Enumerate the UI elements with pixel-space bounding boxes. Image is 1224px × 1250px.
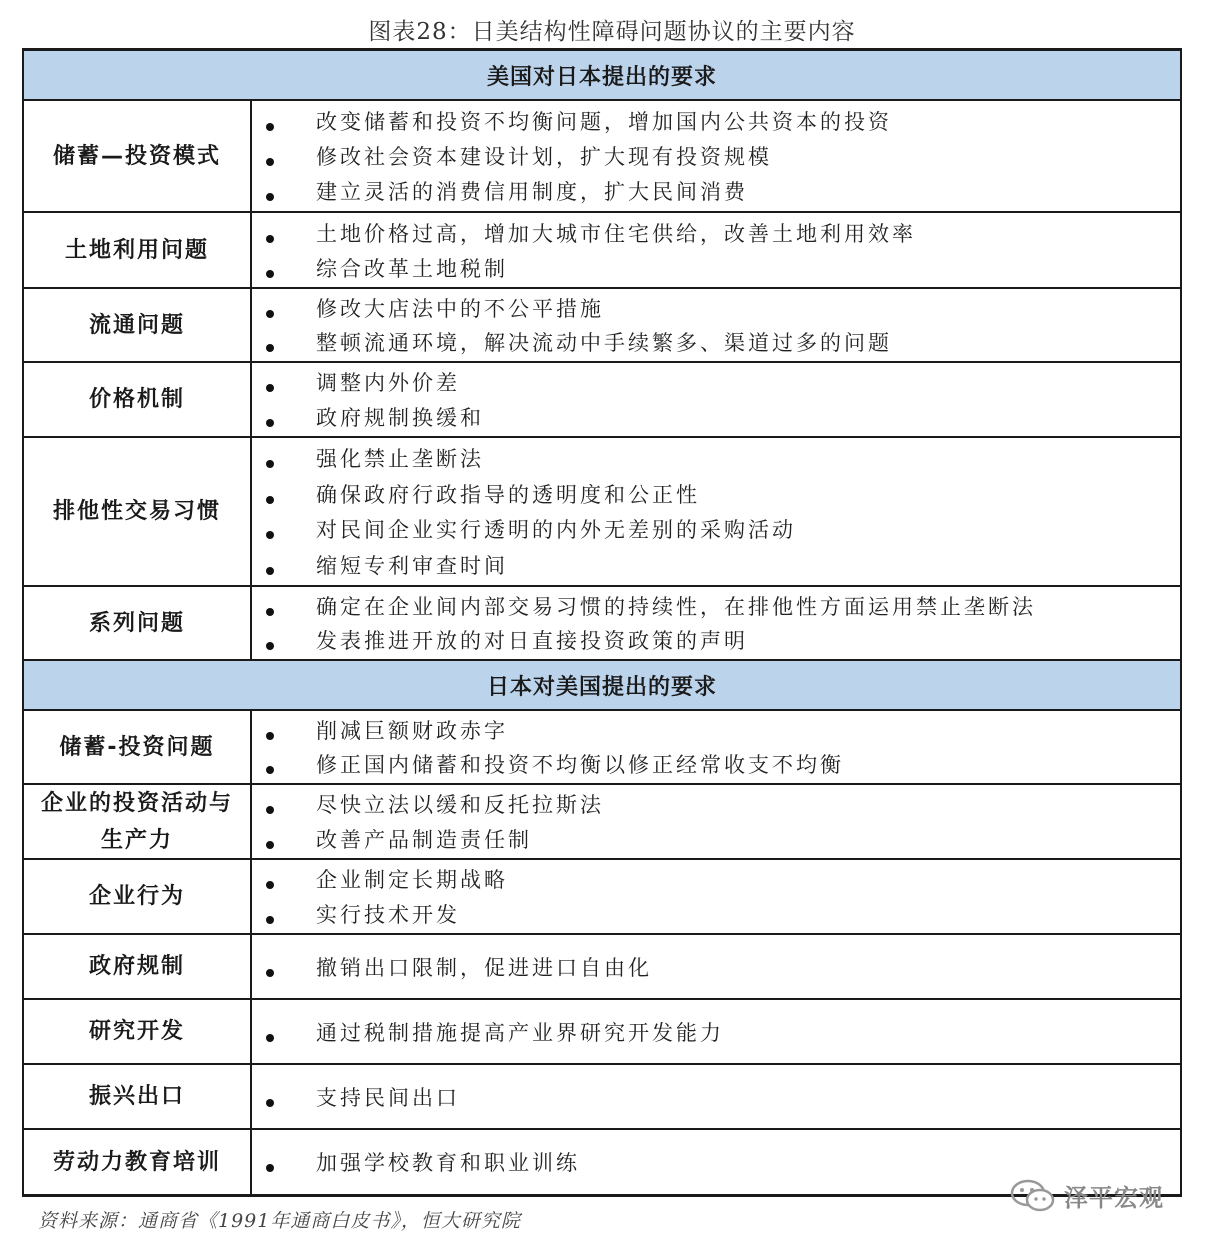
bullet-icon	[266, 567, 274, 575]
section-header-japan: 日本对美国提出的要求	[22, 661, 1182, 711]
row-category: 劳动力教育培训	[24, 1130, 252, 1194]
table-row	[22, 101, 1182, 213]
bullet-icon	[266, 158, 274, 166]
bullet-icon	[266, 732, 274, 740]
bullet-icon	[266, 1099, 274, 1107]
row-category: 土地利用问题	[24, 213, 252, 287]
watermark	[1010, 1178, 1164, 1213]
row-items	[252, 1065, 1180, 1128]
bullet-icon	[266, 235, 274, 243]
list-item: 实行技术开发	[252, 897, 1180, 932]
table-row	[22, 785, 1182, 860]
table-row	[22, 1000, 1182, 1065]
list-item: 修改大店法中的不公平措施	[252, 291, 1180, 325]
row-category: 系列问题	[24, 587, 252, 659]
list-item: 确保政府行政指导的透明度和公正性	[252, 476, 1180, 512]
list-item: 发表推进开放的对日直接投资政策的声明	[252, 623, 1180, 657]
table-row	[22, 289, 1182, 363]
bullet-icon	[266, 1164, 274, 1172]
table-row	[22, 860, 1182, 935]
row-category: 研究开发	[24, 1000, 252, 1063]
row-items	[252, 860, 1180, 933]
list-item: 土地价格过高，增加大城市住宅供给，改善土地利用效率	[252, 215, 1180, 250]
table-row	[22, 438, 1182, 587]
source-note: 资料来源：通商省《1991年通商白皮书》，恒大研究院	[38, 1210, 521, 1232]
table-title: 图表28：日美结构性障碍问题协议的主要内容	[368, 19, 856, 45]
agreement-table	[22, 48, 1182, 1197]
row-category: 储蓄-投资问题	[24, 711, 252, 783]
bullet-icon	[266, 496, 274, 504]
list-item: 削减巨额财政赤字	[252, 713, 1180, 747]
list-item: 强化禁止垄断法	[252, 440, 1180, 476]
table-row	[22, 587, 1182, 661]
list-item: 改善产品制造责任制	[252, 822, 1180, 857]
bullet-icon	[266, 419, 274, 427]
bullet-icon	[266, 608, 274, 616]
list-item: 修正国内储蓄和投资不均衡以修正经常收支不均衡	[252, 747, 1180, 781]
list-item: 调整内外价差	[252, 365, 1180, 400]
list-item: 建立灵活的消费信用制度，扩大民间消费	[252, 174, 1180, 209]
bullet-icon	[266, 841, 274, 849]
wechat-icon	[1010, 1179, 1056, 1213]
bullet-icon	[266, 270, 274, 278]
list-item: 改变储蓄和投资不均衡问题，增加国内公共资本的投资	[252, 103, 1180, 138]
list-item: 修改社会资本建设计划，扩大现有投资规模	[252, 138, 1180, 173]
table-row	[22, 1130, 1182, 1194]
bullet-icon	[266, 969, 274, 977]
list-item: 对民间企业实行透明的内外无差别的采购活动	[252, 512, 1180, 548]
row-category: 政府规制	[24, 935, 252, 998]
row-items	[252, 289, 1180, 361]
row-items	[252, 101, 1180, 211]
row-category: 价格机制	[24, 363, 252, 436]
bullet-icon	[266, 531, 274, 539]
section-header-us: 美国对日本提出的要求	[22, 51, 1182, 101]
row-category: 流通问题	[24, 289, 252, 361]
watermark-text: 泽平宏观	[1064, 1184, 1164, 1212]
bullet-icon	[266, 310, 274, 318]
table-row	[22, 213, 1182, 289]
list-item: 撤销出口限制，促进进口自由化	[252, 948, 1180, 985]
row-category: 振兴出口	[24, 1065, 252, 1128]
row-category: 企业行为	[24, 860, 252, 933]
table-row	[22, 363, 1182, 438]
bullet-icon	[266, 460, 274, 468]
bullet-icon	[266, 1034, 274, 1042]
list-item: 确定在企业间内部交易习惯的持续性，在排他性方面运用禁止垄断法	[252, 589, 1180, 623]
bullet-icon	[266, 384, 274, 392]
list-item: 整顿流通环境，解决流动中手续繁多、渠道过多的问题	[252, 325, 1180, 359]
table-row	[22, 935, 1182, 1000]
list-item: 通过税制措施提高产业界研究开发能力	[252, 1013, 1180, 1050]
row-items	[252, 587, 1180, 659]
row-items	[252, 711, 1180, 783]
list-item: 支持民间出口	[252, 1078, 1180, 1115]
row-items	[252, 213, 1180, 287]
row-items	[252, 935, 1180, 998]
bullet-icon	[266, 123, 274, 131]
bullet-icon	[266, 916, 274, 924]
row-category: 企业的投资活动与生产力	[24, 785, 252, 858]
list-item: 尽快立法以缓和反托拉斯法	[252, 787, 1180, 822]
row-category: 储蓄—投资模式	[24, 101, 252, 211]
row-category: 排他性交易习惯	[24, 438, 252, 585]
list-item: 政府规制换缓和	[252, 400, 1180, 435]
row-items	[252, 1000, 1180, 1063]
list-item: 缩短专利审查时间	[252, 547, 1180, 583]
row-items	[252, 785, 1180, 858]
row-items	[252, 363, 1180, 436]
bullet-icon	[266, 344, 274, 352]
list-item: 综合改革土地税制	[252, 250, 1180, 285]
list-item: 企业制定长期战略	[252, 862, 1180, 897]
bullet-icon	[266, 193, 274, 201]
bullet-icon	[266, 766, 274, 774]
bullet-icon	[266, 881, 274, 889]
table-row	[22, 711, 1182, 785]
table-row	[22, 1065, 1182, 1130]
list-item: 加强学校教育和职业训练	[252, 1144, 1180, 1181]
bullet-icon	[266, 806, 274, 814]
row-items	[252, 438, 1180, 585]
bullet-icon	[266, 642, 274, 650]
